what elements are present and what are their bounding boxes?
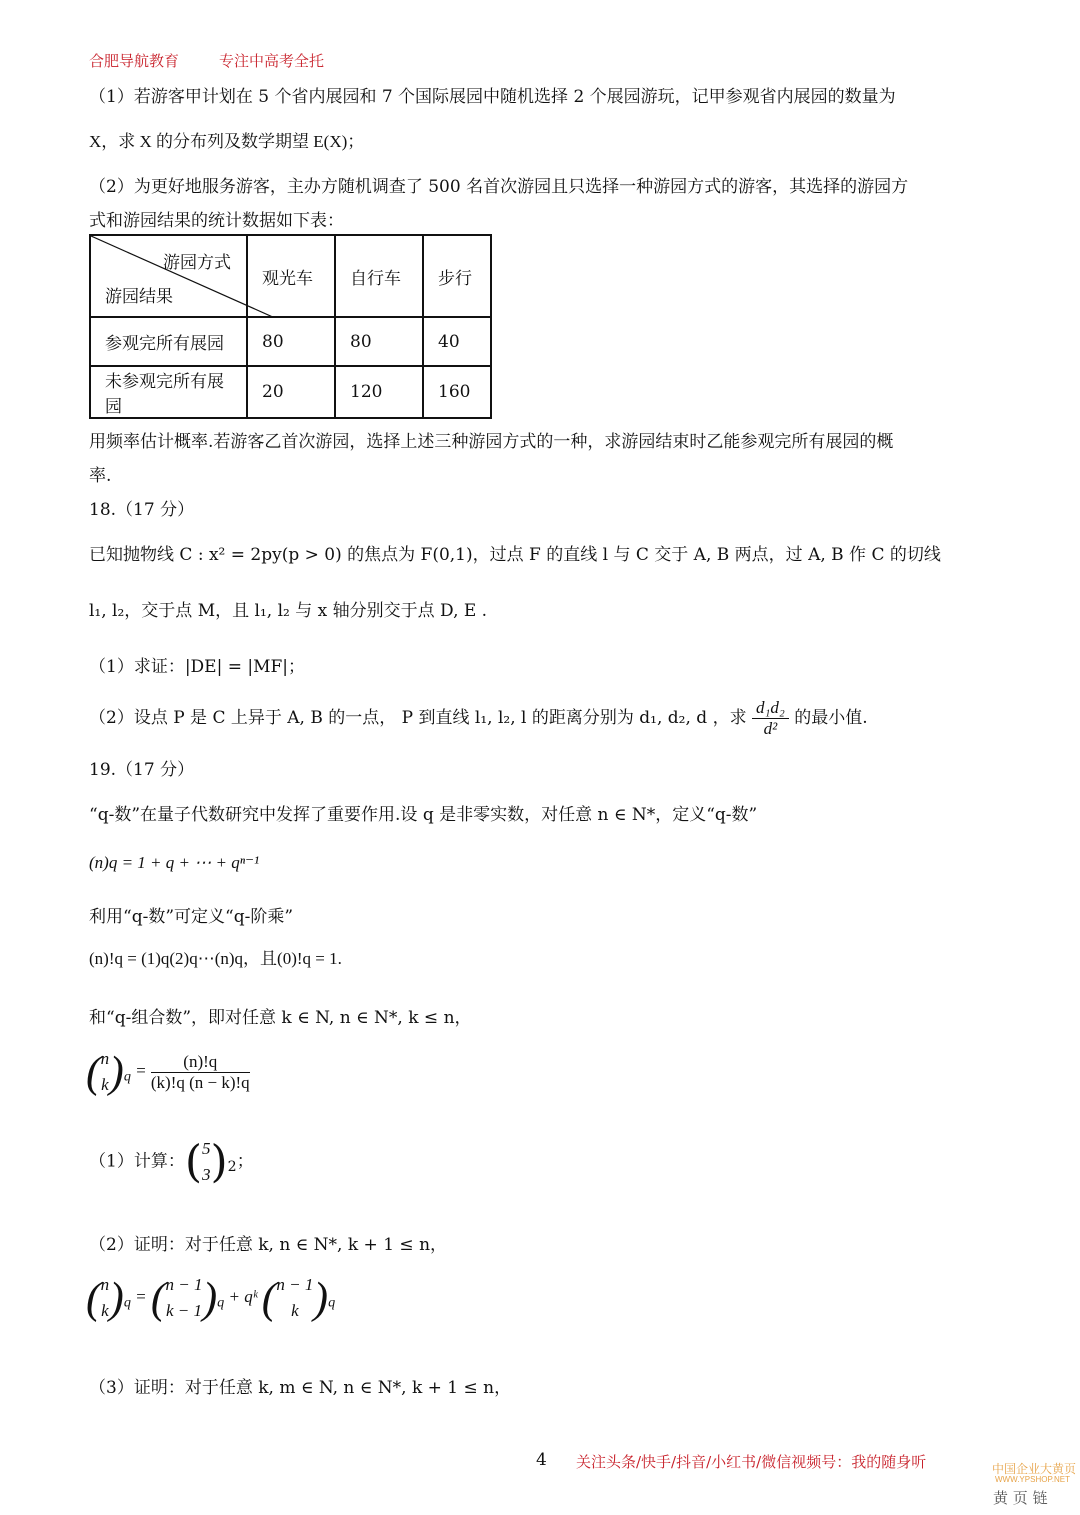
fraction-numerator: (n)!q	[151, 1052, 250, 1073]
corner-bottom-label: 游园结果	[105, 287, 173, 307]
page-number: 4	[536, 1450, 547, 1470]
q17-part2-line1: （2）为更好地服务游客，主办方随机调查了 500 名首次游园且只选择一种游园方式的游客，其选择的游园方	[89, 177, 909, 197]
table-cell: 160	[423, 366, 491, 418]
table-cell: 80	[247, 317, 335, 366]
table-cell: 120	[335, 366, 423, 418]
q18-line1: 已知抛物线 C : x² = 2py(p > 0) 的焦点为 F(0,1)，过点 F 的直线 l 与 C 交于 A, B 两点，过 A, B 作 C 的切线	[89, 545, 941, 565]
q18-title: 18.（17 分）	[89, 500, 195, 520]
binom-top: n − 1	[276, 1275, 314, 1294]
table-cell: 80	[335, 317, 423, 366]
fraction-numerator: d₁d₂	[752, 698, 789, 719]
q17-part3-line1: 用频率估计概率.若游客乙首次游园，选择上述三种游园方式的一种，求游园结束时乙能参观完所有展园的概	[89, 432, 894, 452]
q19-factorial-def: (n)!q = (1)q(2)q⋯(n)q，且(0)!q = 1.	[89, 949, 342, 968]
q17-part1-line1: （1）若游客甲计划在 5 个省内展园和 7 个国际展园中随机选择 2 个展园游玩，记甲参观省内展园的数量为	[89, 87, 896, 107]
q18-part2	[89, 698, 868, 739]
q19-qnumber-def: (n)q = 1 + q + ⋯ + qⁿ⁻¹	[89, 853, 260, 872]
q19-line3: 利用“q-数”可定义“q-阶乘”	[89, 907, 294, 927]
q17-part1-line2: X，求 X 的分布列及数学期望 E(X)；	[89, 132, 365, 151]
stat-table	[89, 234, 492, 419]
q19-part2: （2）证明：对于任意 k, n ∈ N*, k + 1 ≤ n，	[89, 1235, 448, 1255]
binom-bottom: k − 1	[166, 1301, 203, 1320]
q18-part2-text: （2）设点 P 是 C 上异于 A, B 的一点， P 到直线 l₁, l₂, l 的距离分别为 d₁, d₂, d ，求	[89, 708, 747, 728]
q18-line2: l₁, l₂，交于点 M，且 l₁, l₂ 与 x 轴分别交于点 D, E .	[89, 601, 488, 621]
binom-top: n − 1	[165, 1275, 203, 1294]
row-label: 未参观完所有展园	[90, 366, 247, 418]
binom-bottom: k	[101, 1301, 109, 1320]
q17-part3-line2: 率.	[89, 466, 112, 486]
q19-pascal-identity: ( n k )$_q$ = ( n − 1 k − 1 )$_q$ + qᵏ ( n − 1 k )$_q$	[86, 1273, 336, 1323]
binom-subscript: q	[123, 1294, 131, 1311]
q18-fraction	[752, 698, 789, 739]
binom-subscript: 2	[227, 1158, 237, 1175]
col-header: 观光车	[247, 235, 335, 317]
binom-fraction	[151, 1052, 250, 1093]
binom-subscript: q	[123, 1068, 131, 1085]
q18-part1: （1）求证：|DE| = |MF|；	[89, 657, 306, 677]
q18-part2-end: 的最小值.	[794, 708, 868, 728]
watermark-line3: 黄 页 链	[993, 1489, 1048, 1507]
q19-binom-definition: ( n k )$_q$ = $\frac{(n)!q}{(k)!q (n - k)!q}$	[86, 1047, 250, 1097]
table-cell: 40	[423, 317, 491, 366]
q19-line1: “q-数”在量子代数研究中发挥了重要作用.设 q 是非零实数，对任意 n ∈ N*，定义“q-数”	[89, 805, 758, 825]
q17-part2-line2: 式和游园结果的统计数据如下表：	[89, 211, 344, 231]
header-slogan: 专注中高考全托	[219, 52, 325, 70]
header-org: 合肥导航教育	[89, 52, 180, 70]
fraction-denominator: d²	[763, 719, 778, 738]
corner-top-label: 游园方式	[163, 253, 231, 273]
footer-text: 关注头条/快手/抖音/小红书/微信视频号：我的随身听	[576, 1453, 927, 1471]
binom-subscript: q	[217, 1294, 225, 1311]
binom-bottom: 3	[202, 1165, 211, 1184]
binom-bottom: k	[291, 1301, 299, 1320]
q19-title: 19.（17 分）	[89, 760, 195, 780]
watermark-line2: WWW.YPSHOP.NET	[995, 1475, 1070, 1484]
table-corner-cell	[90, 235, 247, 317]
binom-subscript: q	[328, 1294, 336, 1311]
col-header: 步行	[423, 235, 491, 317]
fraction-denominator: (k)!q (n − k)!q	[150, 1072, 250, 1092]
q19-line5: 和“q-组合数”，即对任意 k ∈ N, n ∈ N*, k ≤ n，	[89, 1008, 472, 1028]
table-cell: 20	[247, 366, 335, 418]
col-header: 自行车	[335, 235, 423, 317]
binom-top: n	[100, 1049, 110, 1068]
q19-part3: （3）证明：对于任意 k, m ∈ N, n ∈ N*, k + 1 ≤ n，	[89, 1378, 512, 1398]
q19-part1: （1）计算：( 5 3 )$_2$；	[89, 1136, 254, 1188]
binom-bottom: k	[101, 1075, 109, 1094]
row-label: 参观完所有展园	[90, 317, 247, 366]
watermark-line1: 中国企业大黄页	[992, 1462, 1077, 1476]
binom-top: n	[100, 1275, 110, 1294]
binom-top: 5	[202, 1139, 211, 1158]
q-power-term: + qᵏ	[228, 1286, 258, 1306]
part1-label: （1）计算：	[89, 1151, 185, 1172]
